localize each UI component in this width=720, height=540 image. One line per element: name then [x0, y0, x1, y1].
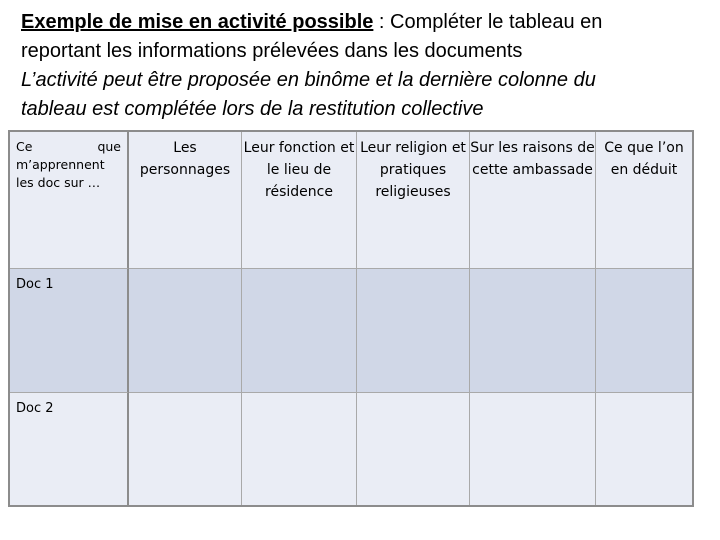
row-label-cell [10, 269, 129, 393]
table-row [10, 393, 692, 505]
column-header: Sur les raisons de cette ambassade [470, 140, 595, 178]
row-label: Doc 2 [16, 401, 54, 416]
activity-table [8, 130, 694, 507]
instructions-line-3: L’activité peut être proposée en binôme et la dernière colonne du [21, 69, 596, 91]
header-cell-religion [357, 132, 470, 269]
table-cell [596, 393, 692, 505]
table-row [10, 269, 692, 393]
header-cell-personnages [129, 132, 242, 269]
row-label: Doc 1 [16, 277, 54, 292]
table-header-row [10, 132, 692, 269]
activity-heading: Exemple de mise en activité possible [21, 11, 374, 33]
header-cell-deduction [596, 132, 692, 269]
table-cell [596, 269, 692, 393]
column-header: Les personnages [139, 140, 231, 178]
row-label-cell [10, 393, 129, 505]
instructions-line-2: reportant les informations prélevées dans les documents [21, 40, 523, 62]
table-cell [242, 269, 357, 393]
instructions-line-1 [21, 8, 711, 37]
first-column-header: Ce que m’apprennent les doc sur … [16, 139, 121, 190]
table-cell [129, 269, 242, 393]
activity-instructions [21, 8, 711, 124]
column-header: Ce que l’on en déduit [604, 140, 684, 178]
header-cell-raisons [470, 132, 596, 269]
table-cell [470, 393, 596, 505]
table-cell [357, 269, 470, 393]
table-cell [470, 269, 596, 393]
instructions-line-4: tableau est complétée lors de la restitution collective [21, 98, 484, 120]
header-cell-intro [10, 132, 129, 269]
column-header: Leur religion et pratiques religieuses [360, 140, 466, 200]
heading-continuation: : Compléter le tableau en [373, 11, 603, 33]
header-cell-fonction [242, 132, 357, 269]
table-cell [129, 393, 242, 505]
table-cell [357, 393, 470, 505]
column-header: Leur fonction et le lieu de résidence [243, 140, 355, 200]
table-cell [242, 393, 357, 505]
